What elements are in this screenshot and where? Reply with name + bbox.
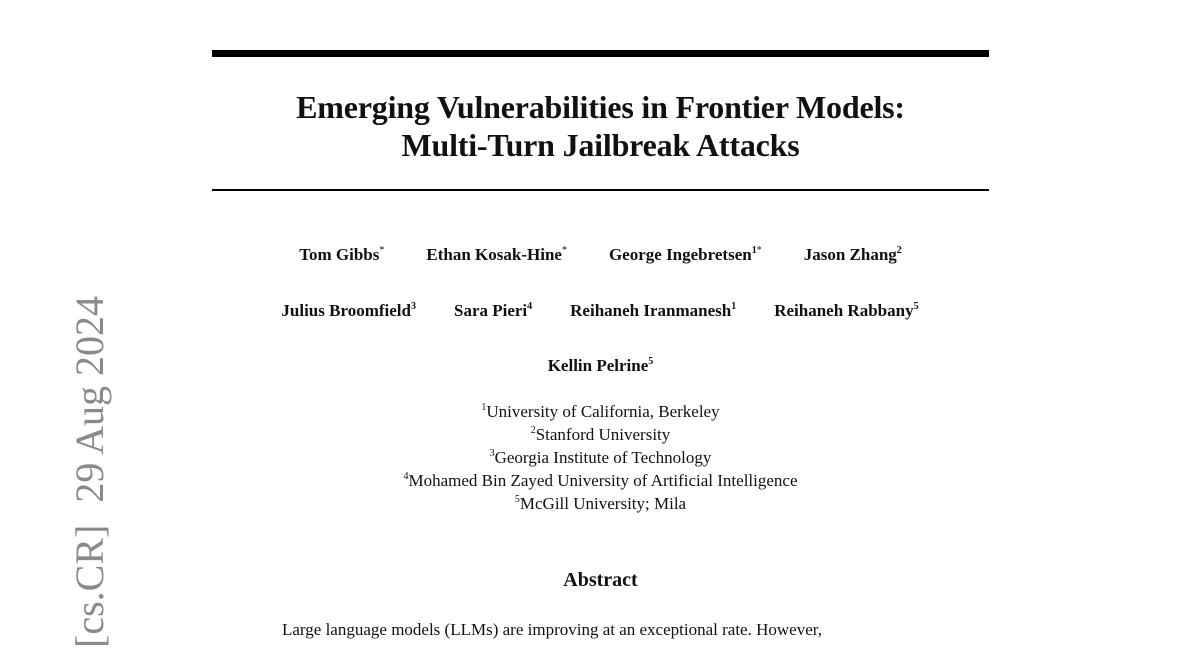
affiliation-line xyxy=(212,400,989,423)
affiliation-text: Stanford University xyxy=(535,425,671,444)
arxiv-side-stamp xyxy=(67,274,112,648)
author xyxy=(299,245,384,265)
title-bottom-rule xyxy=(212,189,989,191)
affiliation-number: 1 xyxy=(481,402,487,413)
author-name: Ethan Kosak-Hine xyxy=(426,245,562,264)
arxiv-category: [cs.CR] xyxy=(67,524,112,648)
author-mark: * xyxy=(379,245,385,256)
author xyxy=(609,245,762,265)
affiliation-text: McGill University; Mila xyxy=(519,494,687,513)
author-affiliation-number: 3 xyxy=(410,301,416,312)
author-name: Sara Pieri xyxy=(453,301,528,320)
affiliation-text: Mohamed Bin Zayed University of Artificial Intelligence xyxy=(408,471,798,490)
author-mark: * xyxy=(561,245,567,256)
author-name: Reihaneh Rabbany xyxy=(774,301,914,320)
affiliation-line xyxy=(212,446,989,469)
affiliations-list xyxy=(212,400,989,515)
author-affiliation-number: 1 xyxy=(731,301,737,312)
author-mark: * xyxy=(756,245,762,256)
author xyxy=(454,301,532,321)
author-name: Reihaneh Iranmanesh xyxy=(570,301,732,320)
title-line-2: Multi-Turn Jailbreak Attacks xyxy=(401,127,800,163)
author-affiliation-number: 2 xyxy=(896,245,902,256)
abstract-body xyxy=(282,619,922,641)
top-rule xyxy=(212,50,989,57)
author-affiliation-number: 5 xyxy=(913,301,919,312)
author-name: George Ingebretsen xyxy=(608,245,752,264)
abstract-heading: Abstract xyxy=(563,569,638,591)
author-row-2 xyxy=(150,301,1050,321)
affiliation-number: 3 xyxy=(489,448,495,459)
affiliation-line xyxy=(212,492,989,515)
author-affiliation-number: 1 xyxy=(751,245,757,256)
affiliation-number: 4 xyxy=(403,471,409,482)
author xyxy=(570,301,736,321)
author-affiliation-number: 5 xyxy=(648,356,654,367)
author-row-1 xyxy=(212,245,989,265)
author xyxy=(426,245,567,265)
affiliation-line xyxy=(212,469,989,492)
author-name: Julius Broomfield xyxy=(281,301,411,320)
arxiv-date: 29 Aug 2024 xyxy=(67,295,112,503)
abstract-line: Large language models (LLMs) are improving at an exceptional rate. However, xyxy=(282,620,822,639)
author xyxy=(774,301,918,321)
author-name: Kellin Pelrine xyxy=(547,356,649,375)
affiliation-line xyxy=(212,423,989,446)
affiliation-number: 5 xyxy=(514,494,520,505)
author xyxy=(281,301,416,321)
author-name: Tom Gibbs xyxy=(299,245,380,264)
affiliation-number: 2 xyxy=(530,425,536,436)
title-line-1: Emerging Vulnerabilities in Frontier Models: xyxy=(296,89,905,125)
affiliation-text: Georgia Institute of Technology xyxy=(494,448,712,467)
author-affiliation-number: 4 xyxy=(527,301,533,312)
author-name: Jason Zhang xyxy=(803,245,897,264)
affiliation-text: University of California, Berkeley xyxy=(486,402,720,421)
author-row-3 xyxy=(212,356,989,376)
author xyxy=(804,245,902,265)
paper-title xyxy=(212,88,989,164)
author xyxy=(548,356,654,376)
